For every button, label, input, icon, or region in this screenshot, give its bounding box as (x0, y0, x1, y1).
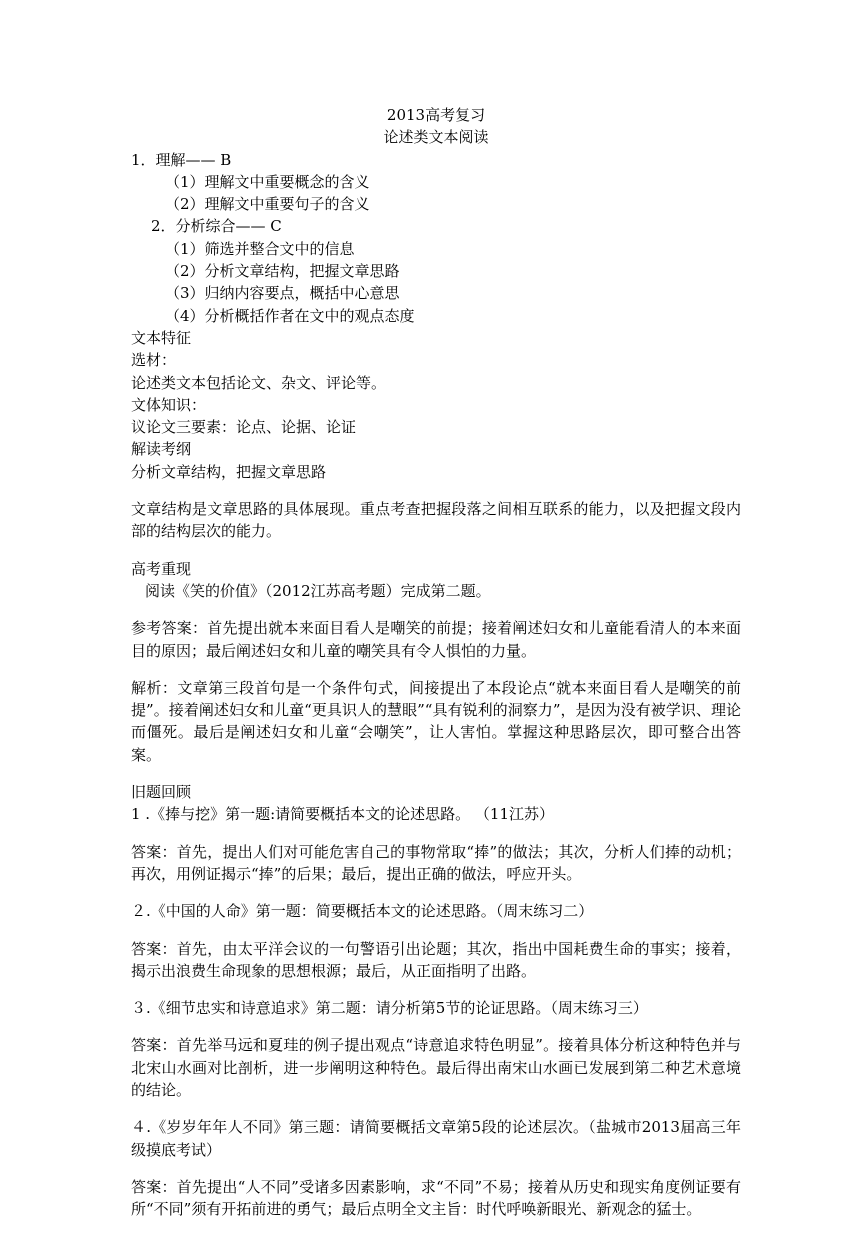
section-heading-outline-reading: 解读考纲 (131, 440, 192, 459)
review-question-4: ４.《岁岁年年人不同》第三题：请简要概括文章第5段的论述层次。（盐城市2013届高三年级摸底考试） (131, 1118, 741, 1159)
review-answer-1: 答案：首先，提出人们对可能危害自己的事物常取“捧”的做法；其次，分析人们捧的动机；再次，用例证揭示“捧”的后果；最后，提出正确的做法，呼应开头。 (131, 842, 741, 883)
outline-subitem: （2）理解文中重要句子的含义 (165, 195, 370, 214)
outline-subitem: （3）归纳内容要点，概括中心意思 (165, 284, 400, 303)
review-answer-4: 答案：首先提出“人不同”受诸多因素影响，求“不同”不易；接着从历史和现实角度例证要有所“不同”须有开拓前进的勇气；最后点明全文主旨：时代呼唤新眼光、新观念的猛士。 (131, 1177, 741, 1219)
outline-subitem: （1）理解文中重要概念的含义 (165, 172, 370, 191)
review-question-1: 1 .《捧与挖》第一题:请简要概括本文的论述思路。 （11江苏） (131, 805, 554, 824)
exam-task: 阅读《笑的价值》（2012江苏高考题）完成第二题。 (145, 581, 491, 600)
outline-reading-point: 分析文章结构，把握文章思路 (131, 462, 327, 481)
genre-text: 议论文三要素：论点、论据、论证 (131, 418, 357, 437)
section-heading-review: 旧题回顾 (131, 783, 192, 802)
review-answer-3: 答案：首先举马远和夏珪的例子提出观点“诗意追求特色明显”。接着具体分析这种特色并与北宋山水画对比剖析，进一步阐明这种特色。最后得出南宋山水画已发展到第二种艺术意境的结论。 (131, 1036, 741, 1099)
doc-title: 2013高考复习 (386, 106, 486, 124)
outline-subitem: （1）筛选并整合文中的信息 (165, 239, 355, 258)
outline-item-1: 1．理解—— B (131, 150, 232, 169)
exam-analysis: 解析：文章第三段首句是一个条件句式，间接提出了本段论点“就本来面目看人是嘲笑的前提”。接着阐述妇女和儿童“更具识人的慧眼”“具有锐利的洞察力”，是因为没有被学识、理论而僵死。最后是阐述妇女和儿童“会嘲笑”，让人害怕。掌握这种思路层次，即可整合出答案。 (131, 678, 741, 764)
review-answer-2: 答案：首先，由太平洋会议的一句警语引出论题；其次，指出中国耗费生命的事实；接着，揭示出浪费生命现象的思想根源；最后，从正面指明了出路。 (131, 939, 741, 980)
exam-answer: 参考答案：首先提出就本来面目看人是嘲笑的前提；接着阐述妇女和儿童能看清人的本来面目的原因；最后阐述妇女和儿童的嘲笑具有令人惧怕的力量。 (131, 619, 741, 660)
material-label: 选材： (131, 351, 177, 370)
outline-subitem: （4）分析概括作者在文中的观点态度 (165, 306, 415, 325)
outline-item-2: 2．分析综合—— C (151, 217, 282, 236)
material-text: 论述类文本包括论文、杂文、评论等。 (131, 373, 387, 392)
section-heading-exam: 高考重现 (131, 559, 192, 578)
review-question-2: ２.《中国的人命》第一题：简要概括本文的论述思路。（周末练习二） (131, 902, 594, 921)
review-question-3: ３.《细节忠实和诗意追求》第二题：请分析第5节的论证思路。（周末练习三） (131, 999, 648, 1018)
document-body (131, 104, 741, 1235)
section-heading-features: 文本特征 (131, 328, 192, 347)
outline-subitem: （2）分析文章结构，把握文章思路 (165, 262, 400, 281)
genre-label: 文体知识： (131, 395, 207, 414)
outline-reading-explain: 文章结构是文章思路的具体展现。重点考查把握段落之间相互联系的能力，以及把握文段内部的结构层次的能力。 (131, 500, 741, 541)
doc-subtitle: 论述类文本阅读 (383, 128, 489, 147)
